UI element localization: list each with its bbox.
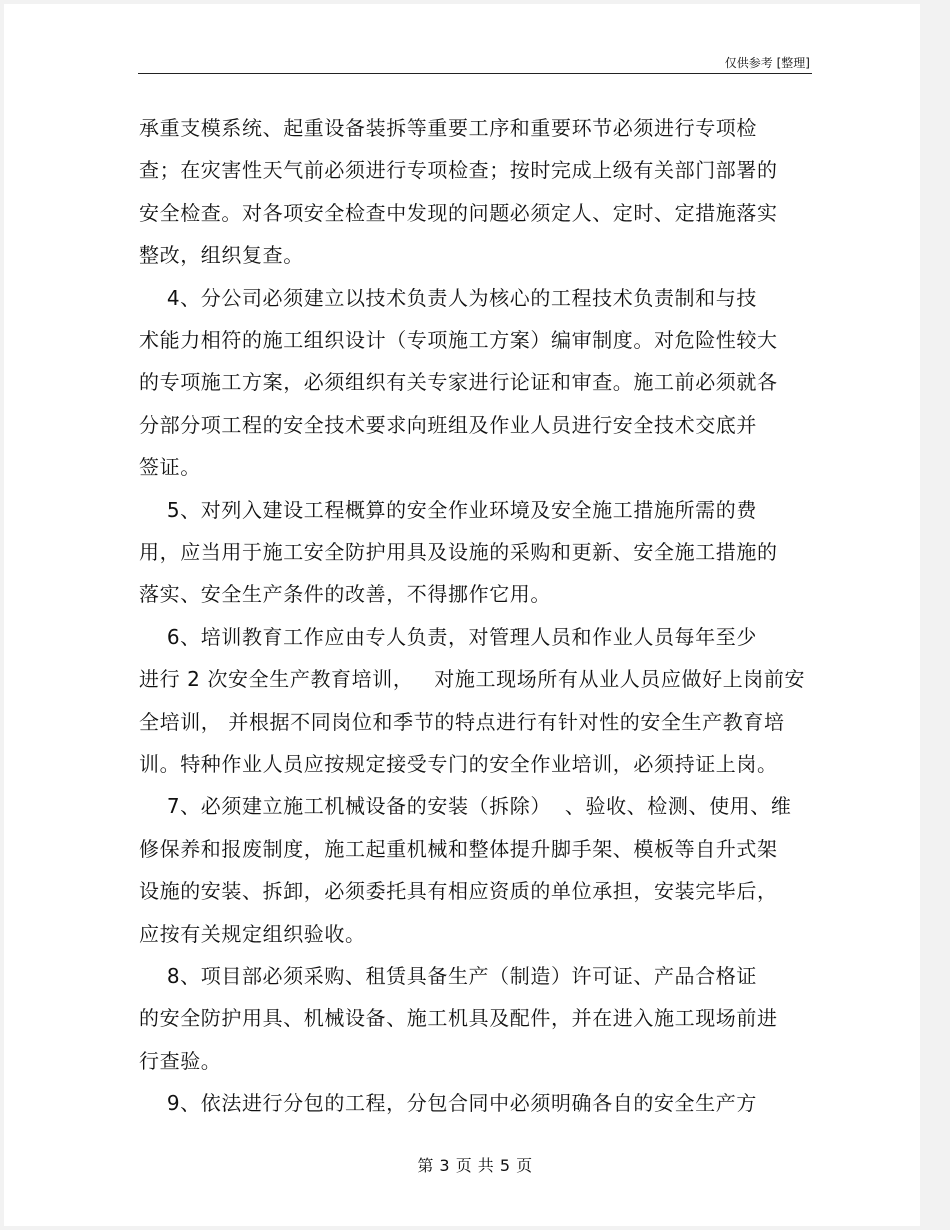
page-footer: 第 3 页 共 5 页 (417, 1156, 533, 1175)
body-line: 7、必须建立施工机械设备的安装（拆除） 、验收、检测、使用、维 (139, 794, 792, 819)
header-tag: [整理] (776, 56, 810, 70)
body-line: 行查验。 (139, 1048, 222, 1073)
body-line: 4、分公司必须建立以技术负责人为核心的工程技术负责制和与技 (139, 285, 757, 310)
body-line: 训。特种作业人员应按规定接受专门的安全作业培训，必须持证上岗。 (139, 752, 778, 776)
page-header (0, 54, 810, 71)
body-line: 5、对列入建设工程概算的安全作业环境及安全施工措施所需的费 (139, 497, 757, 522)
body-line: 整改，组织复查。 (139, 243, 304, 268)
body-line: 应按有关规定组织验收。 (139, 921, 366, 946)
body-line: 安全检查。对各项安全检查中发现的问题必须定人、定时、定措施落实 (139, 200, 778, 225)
body-line: 修保养和报废制度，施工起重机械和整体提升脚手架、模板等自升式架 (139, 836, 778, 861)
document-page (4, 4, 920, 1226)
body-line: 的专项施工方案，必须组织有关专家进行论证和审查。施工前必须就各 (139, 370, 778, 395)
body-line: 8、项目部必须采购、租赁具备生产（制造）许可证、产品合格证 (139, 964, 757, 988)
header-divider (138, 73, 812, 74)
body-line: 用，应当用于施工安全防护用具及设施的采购和更新、安全施工措施的 (139, 540, 778, 564)
header-note: 仅供参考 (724, 56, 773, 70)
body-line: 9、依法进行分包的工程，分包合同中必须明确各自的安全生产方 (139, 1091, 757, 1116)
body-line: 查；在灾害性天气前必须进行专项检查；按时完成上级有关部门部署的 (139, 158, 778, 183)
body-line: 设施的安装、拆卸，必须委托具有相应资质的单位承担，安装完毕后， (139, 879, 778, 904)
body-line: 的安全防护用具、机械设备、施工机具及配件，并在进入施工现场前进 (139, 1006, 778, 1031)
body-line: 分部分项工程的安全技术要求向班组及作业人员进行安全技术交底并 (139, 412, 757, 437)
body-line: 签证。 (139, 455, 201, 480)
body-line: 落实、安全生产条件的改善，不得挪作它用。 (139, 582, 551, 607)
body-line: 6、培训教育工作应由专人负责，对管理人员和作业人员每年至少 (139, 624, 757, 649)
body-line: 术能力相符的施工组织设计（专项施工方案）编审制度。对危险性较大 (139, 328, 778, 352)
body-line: 进行 2 次安全生产教育培训， 对施工现场所有从业人员应做好上岗前安 (139, 667, 806, 692)
body-line: 承重支模系统、起重设备装拆等重要工序和重要环节必须进行专项检 (139, 116, 757, 140)
body-line: 全培训， 并根据不同岗位和季节的特点进行有针对性的安全生产教育培 (139, 709, 785, 734)
